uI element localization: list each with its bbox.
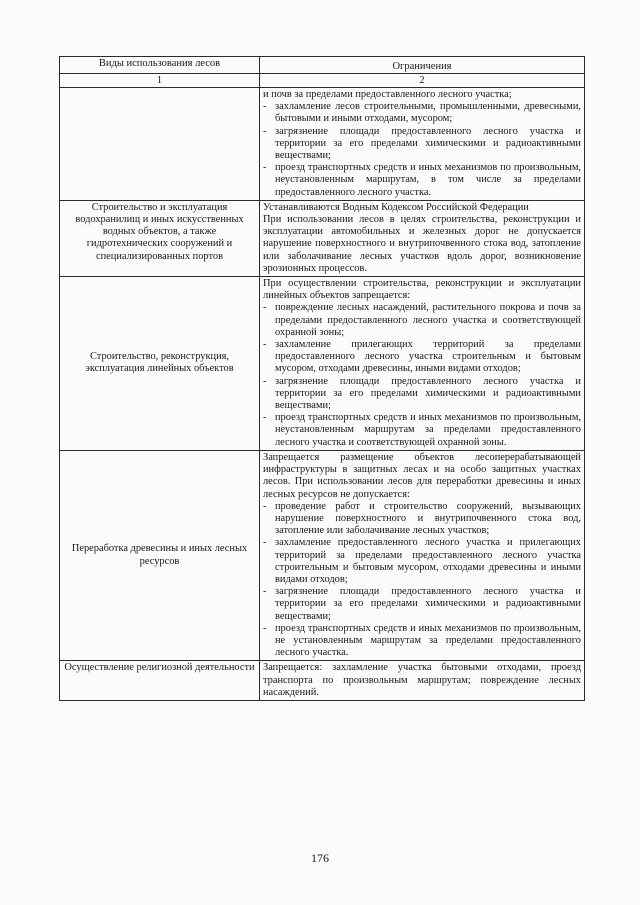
table-row — [60, 88, 585, 201]
restrictions-cell — [260, 200, 585, 276]
restriction-paragraph: При использовании лесов в целях строительства, реконструкции и эксплуатации автомобильных и железных дорог не допускается нарушение поверхностного и внутрипочвенного стока вод, затопление или заболачивание лесных участков вдоль дорог, возникновение эрозионных процессов. — [263, 214, 581, 274]
table-header-row — [60, 57, 585, 74]
restrictions-cell — [260, 277, 585, 451]
restrictions-cell — [260, 88, 585, 201]
restriction-item: - загрязнение площади предоставленного лесного участка и территории за его пределами химическими и радиоактивными веществами; — [263, 126, 581, 163]
table-row — [60, 450, 585, 660]
restriction-list — [263, 501, 581, 660]
restriction-paragraph: Устанавливаются Водным Кодексом Российской Федерации — [263, 201, 529, 213]
table-row — [60, 200, 585, 276]
restriction-list — [263, 101, 581, 199]
restriction-paragraph: Запрещается размещение объектов лесоперерабатывающей инфраструктуры в защитных лесах и на особо защитных участках лесов. При использовании лесов для переработки древесины и иных лесных ресурсов не допускается: — [263, 451, 581, 500]
restriction-paragraph: При осуществлении строительства, реконструкции и эксплуатации линейных объектов запрещается: — [263, 278, 581, 302]
restriction-item: - повреждение лесных насаждений, растительного покрова и почв за пределами предоставленного лесного участка и соответствующей охранной зоны; — [263, 302, 581, 339]
forest-use-cell: Осуществление религиозной деятельности — [60, 661, 260, 701]
restriction-item: - загрязнение площади предоставленного лесного участка и территории за его пределами химическими и радиоактивными веществами; — [263, 376, 581, 413]
restriction-item: - проезд транспортных средств и иных механизмов по произвольным, неустановленным маршрутам, в том числе за пределами предоставленного лесного участка. — [263, 162, 581, 199]
column-number-1: 1 — [60, 74, 260, 88]
restriction-paragraph: Запрещается: захламление участка бытовыми отходами, проезд транспорта по произвольным маршрутам; повреждение лесных насаждений. — [263, 662, 581, 698]
restriction-item: - захламление прилегающих территорий за пределами предоставленного лесного участка строительным и бытовым мусором, отходами древесины, иными видами отходов; — [263, 339, 581, 376]
forest-use-cell — [60, 88, 260, 201]
restriction-item: - захламление предоставленного лесного участка и прилегающих территорий за пределами предоставленного лесного участка строительным и бытовым мусором, отходами древесины и иными видами отходов; — [263, 537, 581, 586]
restrictions-cell — [260, 661, 585, 701]
restriction-paragraph: и почв за пределами предоставленного лесного участка; — [263, 89, 512, 100]
restrictions-table — [59, 56, 585, 701]
forest-use-cell: Переработка древесины и иных лесных ресурсов — [60, 450, 260, 660]
forest-use-cell: Строительство, реконструкция, эксплуатация линейных объектов — [60, 277, 260, 451]
restriction-list — [263, 302, 581, 448]
header-restrictions: Ограничения — [260, 57, 585, 74]
restriction-item: - загрязнение площади предоставленного лесного участка и территории за его пределами химическими и радиоактивными веществами; — [263, 586, 581, 623]
restriction-item: - проезд транспортных средств и иных механизмов по произвольным, неустановленным маршрутам за пределами предоставленного лесного участка и соответствующей охранной зоны. — [263, 412, 581, 449]
restriction-item: - захламление лесов строительными, промышленными, древесными, бытовыми и иными отходами, мусором; — [263, 101, 581, 125]
restriction-item: - проведение работ и строительство сооружений, вызывающих нарушение поверхностного и внутрипочвенного стока вод, затопление или заболачивание лесных участков; — [263, 501, 581, 538]
table-row — [60, 277, 585, 451]
page-number: 176 — [311, 851, 329, 865]
restriction-item: - проезд транспортных средств и иных механизмов по произвольным, не установленным маршрутам за пределами предоставленного лесного участка. — [263, 623, 581, 660]
column-number-row — [60, 74, 585, 88]
table-row — [60, 661, 585, 701]
column-number-2: 2 — [260, 74, 585, 88]
restrictions-cell — [260, 450, 585, 660]
forest-use-cell: Строительство и эксплуатация водохранилищ и иных искусственных водных объектов, а также гидротехнических сооружений и специализированных портов — [60, 200, 260, 276]
header-forest-use: Виды использования лесов — [60, 57, 260, 74]
